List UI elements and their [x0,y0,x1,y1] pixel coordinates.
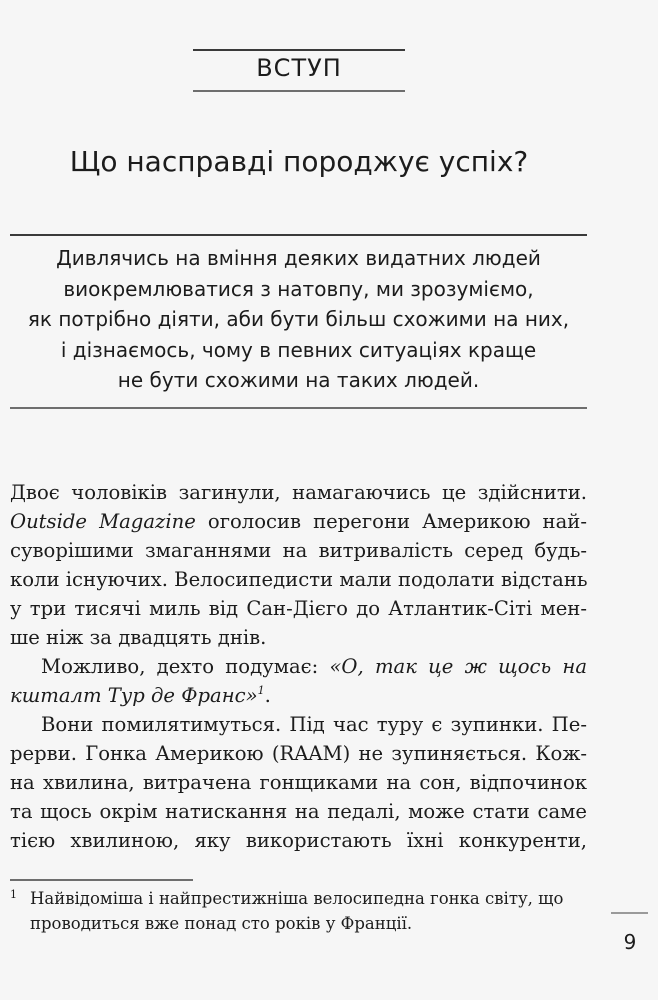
page-number: 9 [623,930,637,954]
body-text [10,478,587,855]
paragraph-1-line: Двоє чоловіків загинули, намагаючись це здійснити. [10,481,587,504]
chapter-rule-top [193,49,405,51]
page-number-rule [611,912,648,914]
paragraph-3-line: та щось окрім натискання на педалі, може стати саме [10,800,587,823]
paragraph-1-line: ше ніж за двадцять днів. [10,626,267,649]
footnote-line: проводиться вже понад сто років у Франції. [30,914,413,933]
paragraph-2-text: Можливо, дехто подумає: [41,655,330,678]
paragraph-2-line [10,681,587,710]
quote-text: «О, так це ж щось на [329,655,587,678]
paragraph-1-text: оголосив перегони Америкою най- [195,510,587,533]
paragraph-3-line: тією хвилиною, яку використають їхні конкуренти, [10,829,587,852]
footnote-mark: 1 [10,888,17,901]
paragraph-1-line: коли існуючих. Велосипедисти мали подолати відстань [10,568,588,591]
paragraph-2-line [10,652,587,681]
paragraph-3-line: Вони помилятимуться. Під час туру є зупинки. Пе- [41,713,587,736]
paragraph-1-line: у три тисячі миль від Сан-Дієго до Атлантик-Сіті мен- [10,597,587,620]
lead-line: і дізнаємось, чому в певних ситуаціях краще [60,337,537,362]
footnote-reference[interactable]: 1 [257,684,265,697]
footnote-line: Найвідоміша і найпрестижніша велосипедна гонка світу, що [30,889,564,908]
lead-line: виокремлюватися з натовпу, ми зрозуміємо, [63,276,534,301]
chapter-label: ВСТУП [256,54,342,82]
quote-text: кшталт Тур де Франс» [10,684,258,707]
footnote [10,886,590,936]
lead-rule-bottom [10,407,587,409]
lead-line: не бути схожими на таких людей. [117,368,480,392]
paragraph-3-line: рерви. Гонка Америкою (RAAM) не зупиняється. Кож- [10,742,587,765]
paragraph-3-line: на хвилина, витрачена гонщиками на сон, відпочинок [10,771,587,794]
footnote-text [10,886,590,936]
lead-summary [10,243,587,396]
page-title: Що насправді породжує успіх? [69,145,529,178]
lead-rule-top [10,234,587,236]
paragraph-2-text: . [264,684,271,707]
paragraph-1-line: суворішими змаганнями на витривалість серед будь- [10,539,587,562]
lead-line: як потрібно діяти, аби бути більш схожими на них, [27,307,570,331]
magazine-name: Outside Magazine [10,510,196,533]
footnote-separator [10,879,193,881]
paragraph-1-line [10,507,587,536]
lead-line: Дивлячись на вміння деяких видатних людей [56,246,541,270]
chapter-rule-bottom [193,90,405,92]
